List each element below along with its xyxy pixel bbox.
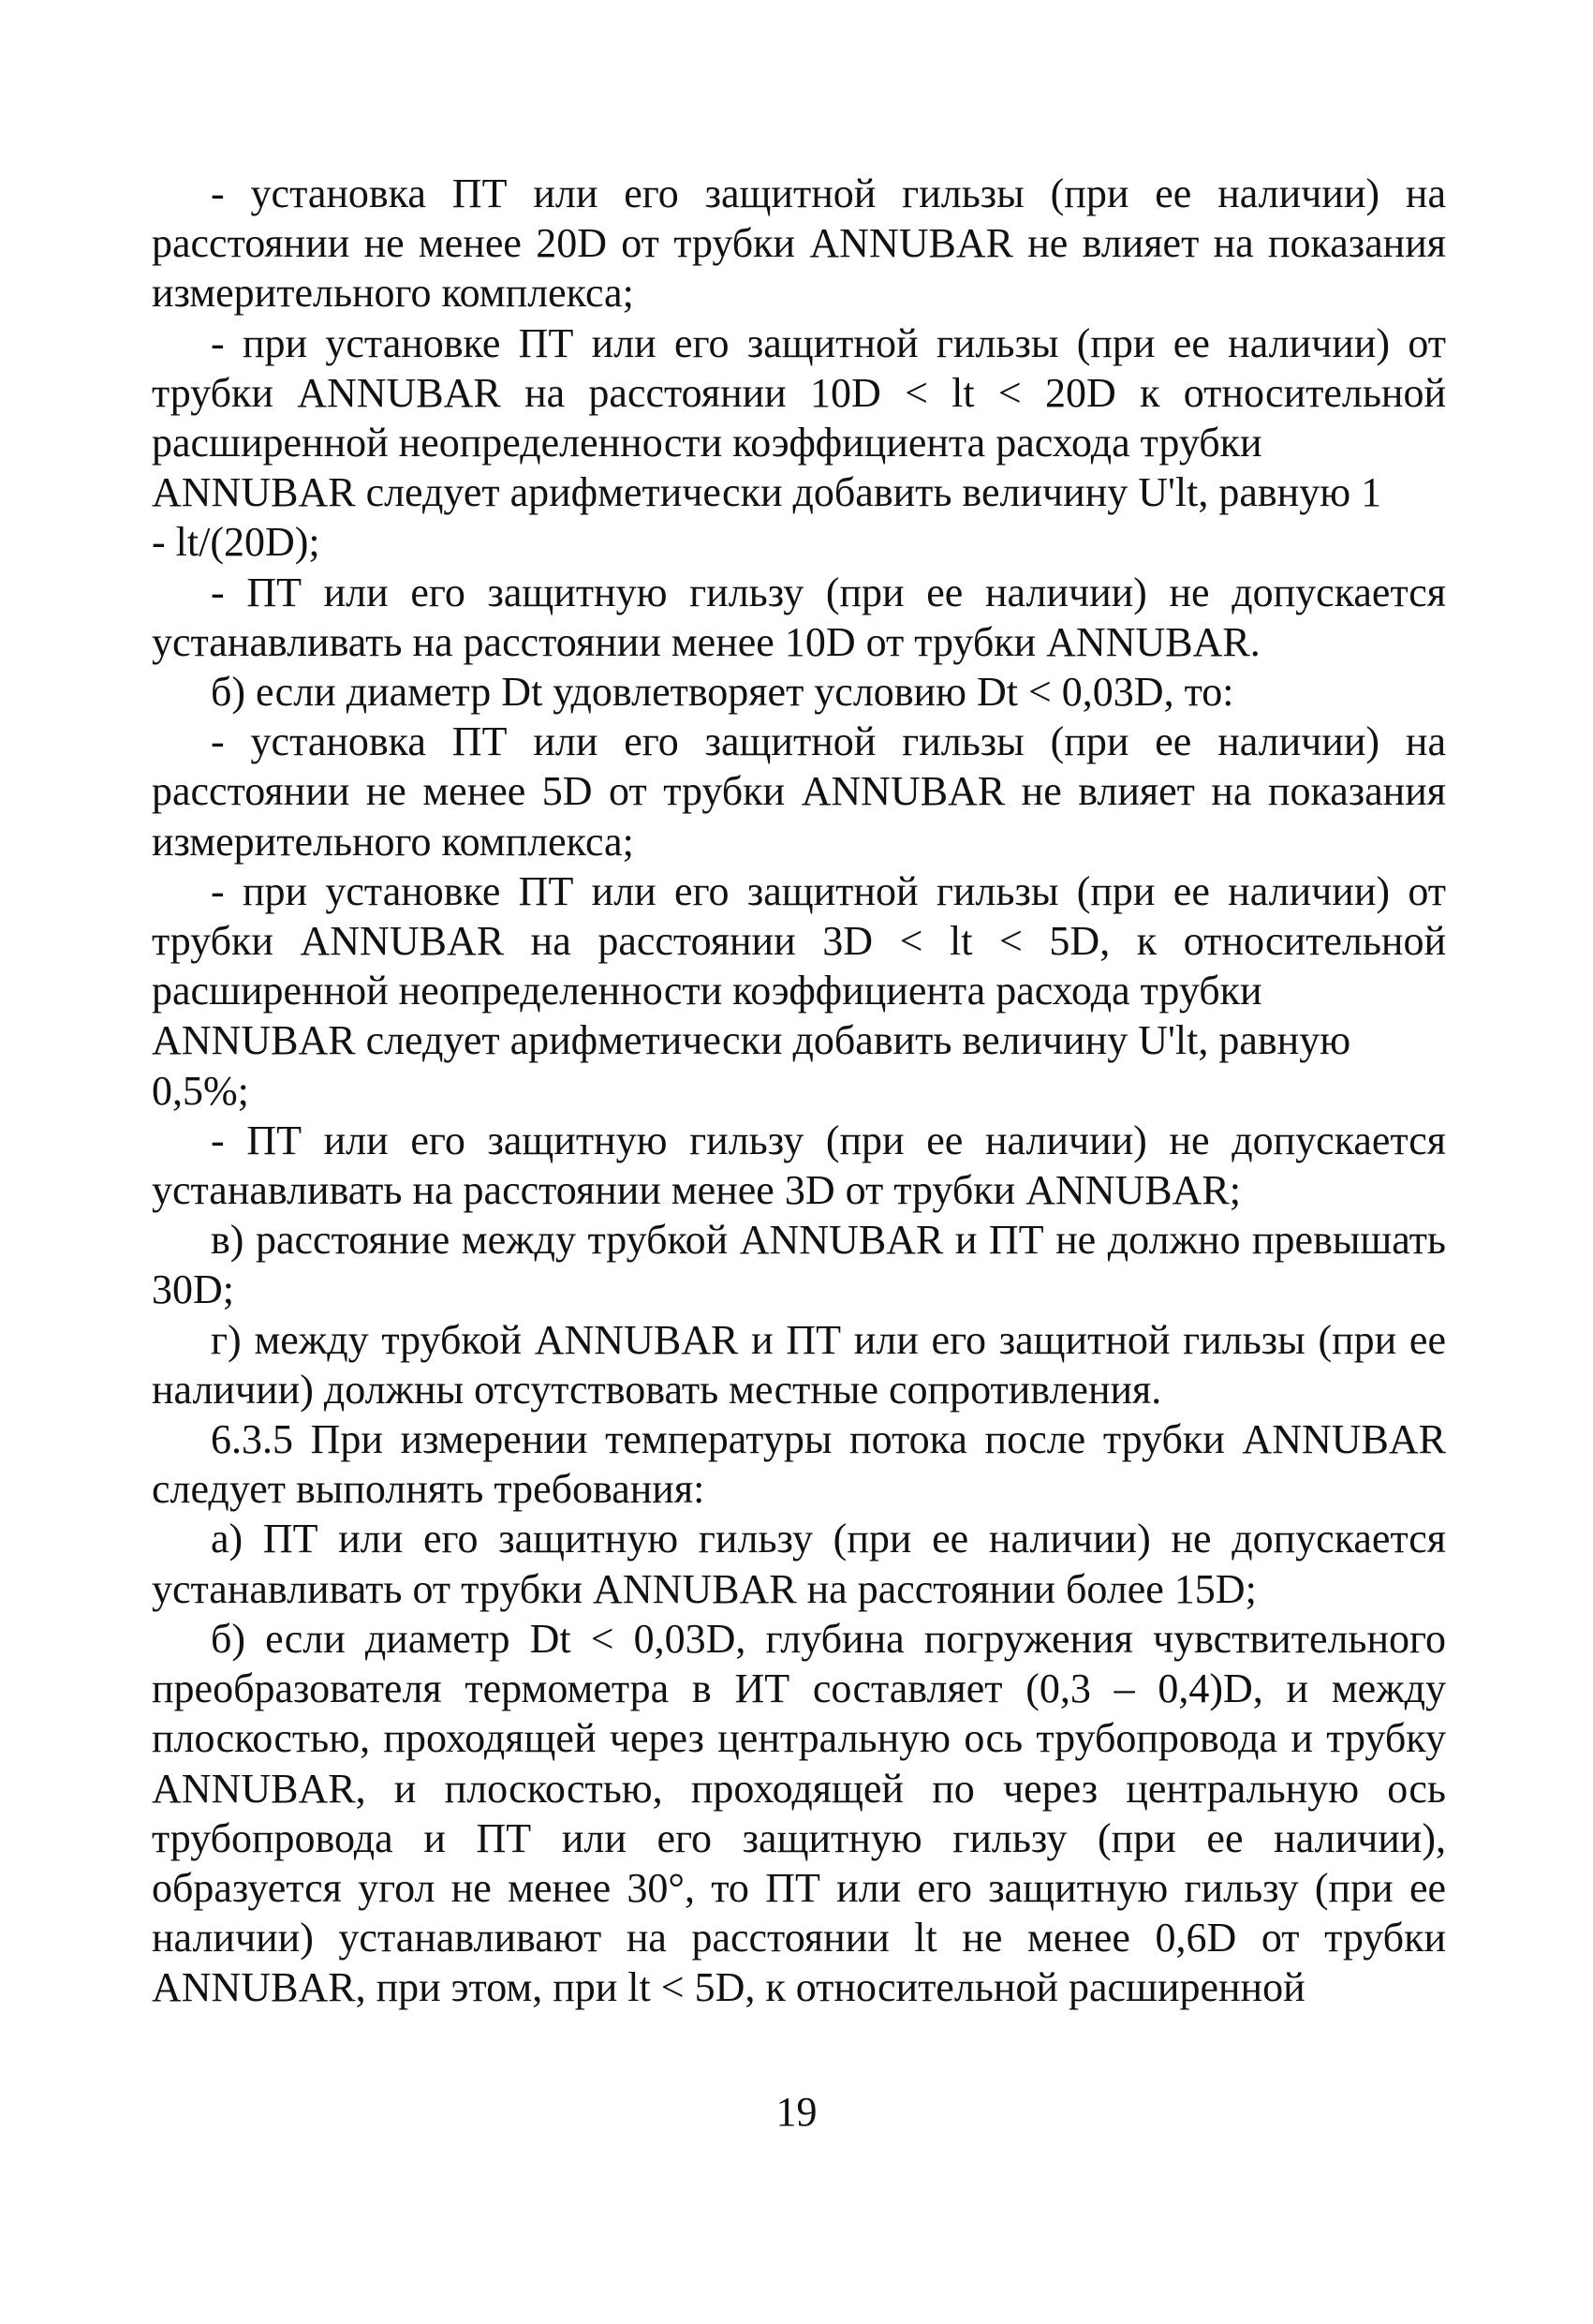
paragraph-1: - установка ПТ или его защитной гильзы (при ее наличии) на расстоянии не менее 20D от трубки ANNUBAR не влияет на показания измерительного комплекса; (152, 170, 1446, 317)
paragraph-10: 6.3.5 При измерении температуры потока после трубки ANNUBAR следует выполнять требования: (152, 1416, 1446, 1513)
paragraph-7: - ПТ или его защитную гильзу (при ее наличии) не допускается устанавливать на расстоянии менее 3D от трубки ANNUBAR; (152, 1117, 1446, 1214)
body-text (152, 169, 1446, 2013)
page-number: 19 (775, 2089, 818, 2135)
paragraph-11: а) ПТ или его защитную гильзу (при ее наличии) не допускается устанавливать от трубки ANNUBAR на расстоянии более 15D; (152, 1516, 1446, 1612)
paragraph-3: - ПТ или его защитную гильзу (при ее наличии) не допускается устанавливать на расстоянии менее 10D от трубки ANNUBAR. (152, 569, 1446, 665)
paragraph-6: - при установке ПТ или его защитной гильзы (при ее наличии) от трубки ANNUBAR на расстоянии 3D < lt < 5D, к относительной расширенной неопределенности коэффициента расхода трубки ANNUBAR следует арифметически добавить величину U'lt, равную 0,5%; (152, 867, 1446, 1114)
paragraph-9: г) между трубкой ANNUBAR и ПТ или его защитной гильзы (при ее наличии) должны отсутствовать местные сопротивления. (152, 1316, 1446, 1413)
paragraph-12: б) если диаметр Dt < 0,03D, глубина погружения чувствительного преобразователя термометра в ИТ составляет (0,3 – 0,4)D, и между плоскостью, проходящей через центральную ось трубопровода и трубку ANNUBAR, и плоскостью, проходящей по через центральную ось трубопровода и ПТ или его защитную гильзу (при ее наличии), образуется угол не менее 30°, то ПТ или его защитную гильзу (при ее наличии) устанавливают на расстоянии lt не менее 0,6D от трубки ANNUBAR, при этом, при lt < 5D, к относительной расширенной (152, 1615, 1446, 2011)
paragraph-5: - установка ПТ или его защитной гильзы (при ее наличии) на расстоянии не менее 5D от трубки ANNUBAR не влияет на показания измерительного комплекса; (152, 718, 1446, 865)
paragraph-8: в) расстояние между трубкой ANNUBAR и ПТ не должно превышать 30D; (152, 1217, 1446, 1313)
paragraph-4: б) если диаметр Dt удовлетворяет условию Dt < 0,03D, то: (211, 669, 1234, 716)
paragraph-2: - при установке ПТ или его защитной гильзы (при ее наличии) от трубки ANNUBAR на расстоянии 10D < lt < 20D к относительной расширенной неопределенности коэффициента расхода трубки ANNUBAR следует арифметически добавить величину U'lt, равную 1 - lt/(20D); (152, 319, 1446, 566)
